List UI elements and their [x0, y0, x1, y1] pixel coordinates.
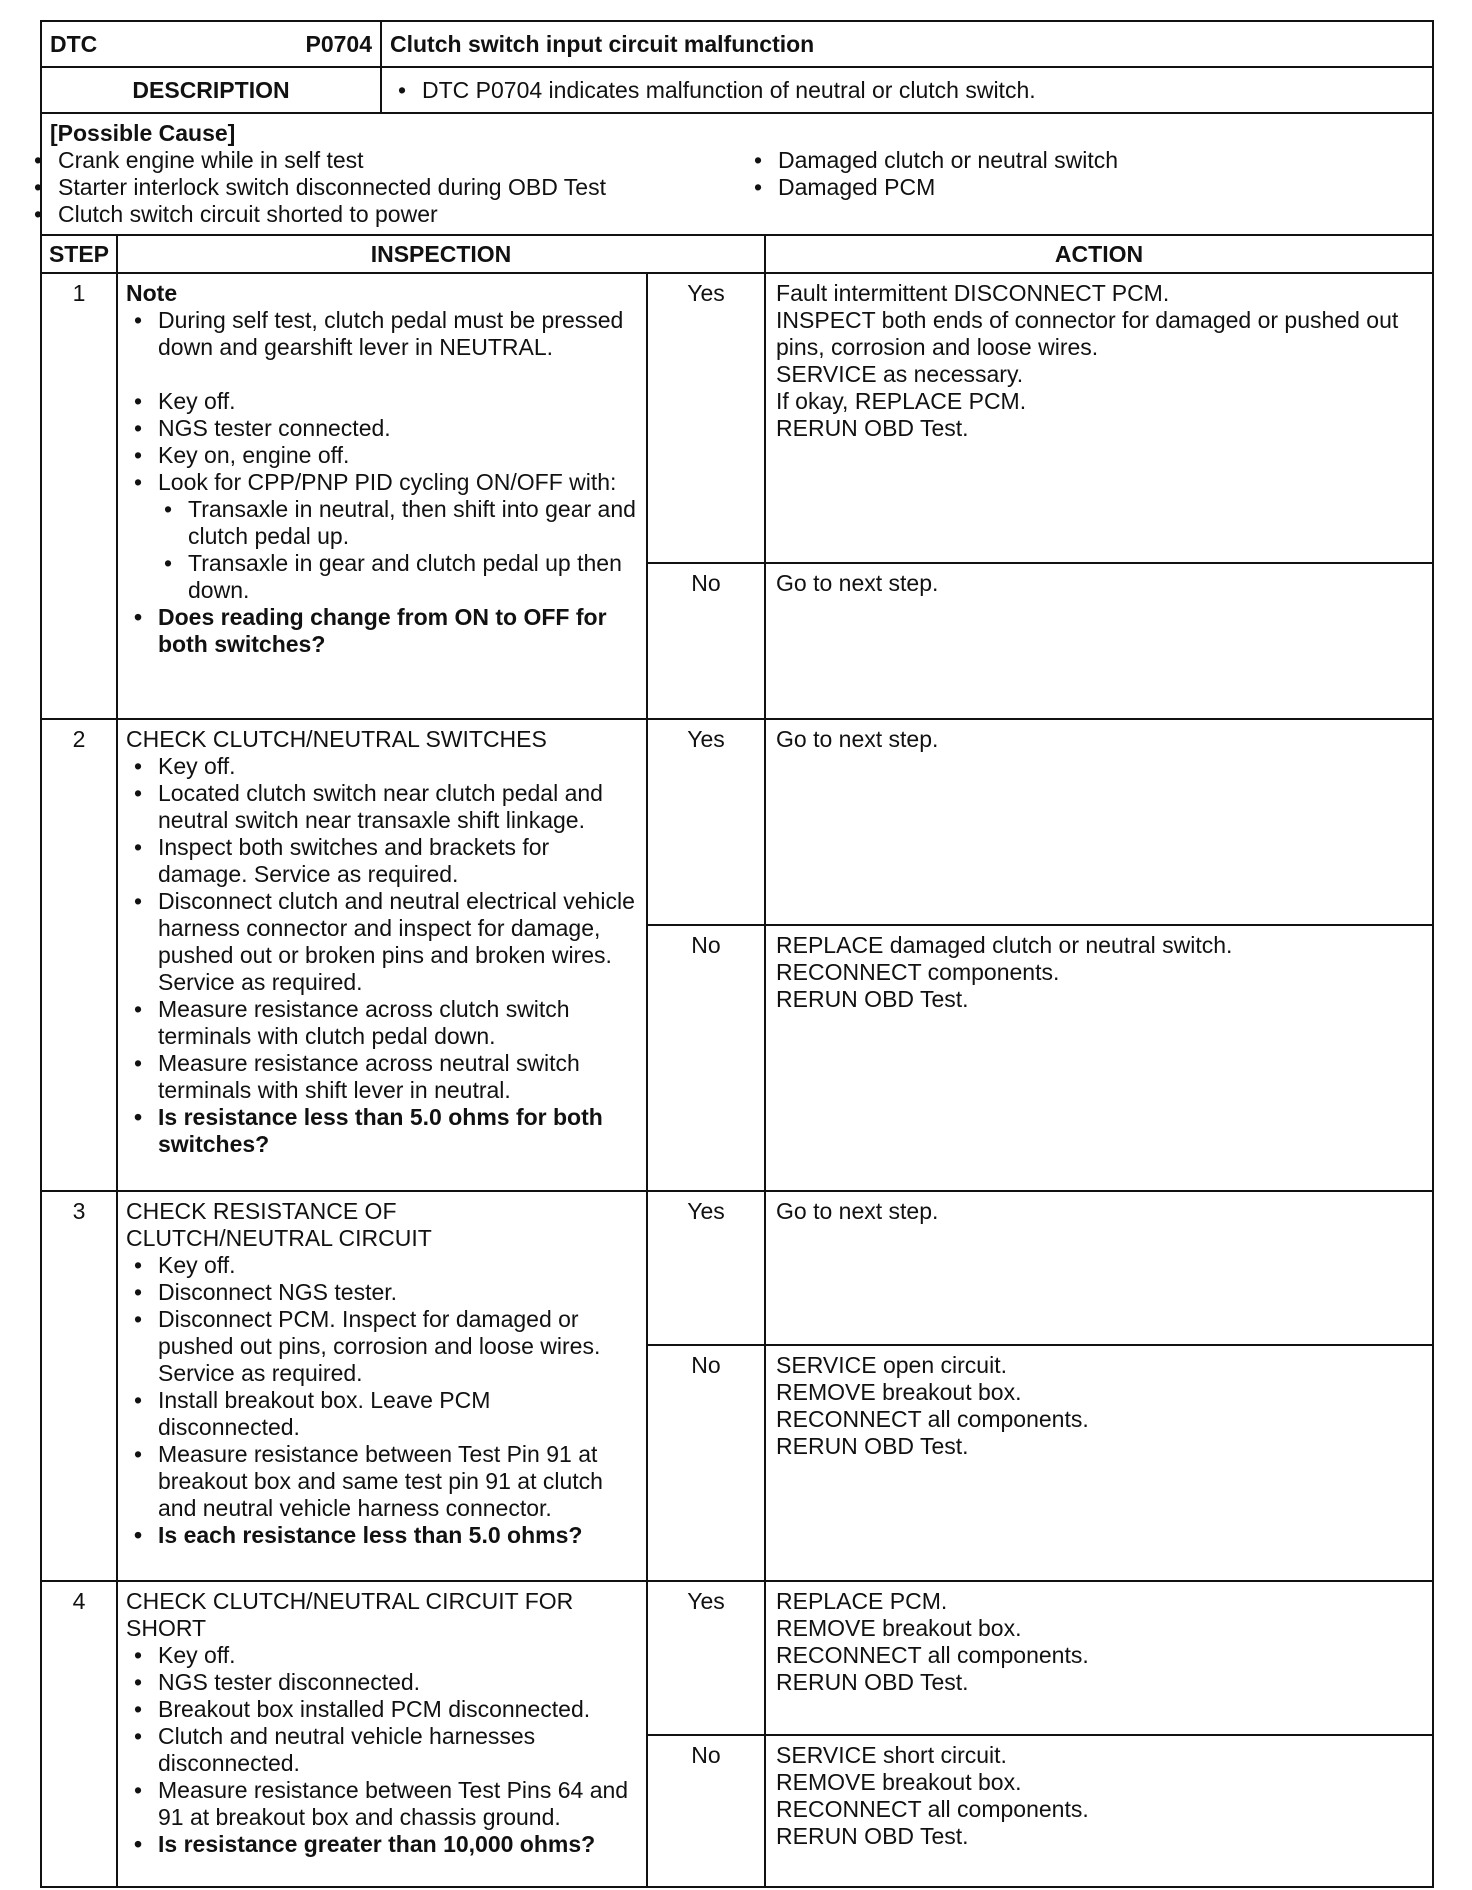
action-line: RERUN OBD Test. [776, 415, 969, 441]
step-bullet: • Inspect both switches and brackets for damage. Service as required. [126, 834, 638, 888]
cause-item: • Crank engine while in self test [26, 147, 770, 174]
steps-table [40, 234, 1434, 1888]
step-number: 2 [41, 719, 117, 1191]
action-line: RECONNECT all components. [776, 1642, 1089, 1668]
step-bullet: • Disconnect NGS tester. [126, 1279, 638, 1306]
inspection-column-header: INSPECTION [117, 235, 765, 273]
step-title: Note [126, 280, 178, 306]
no-label: No [647, 925, 765, 1191]
step-inspection [117, 1581, 647, 1887]
action-line: RERUN OBD Test. [776, 986, 969, 1012]
step-sub-bullet: • Transaxle in gear and clutch pedal up then down. [156, 550, 638, 604]
step-bullet: • Located clutch switch near clutch pedal and neutral switch near transaxle shift linkage. [126, 780, 638, 834]
step-bullet: • Measure resistance between Test Pins 64 and 91 at breakout box and chassis ground. [126, 1777, 638, 1831]
description-cell [381, 67, 1433, 113]
yes-label: Yes [647, 719, 765, 925]
action-line: Go to next step. [776, 1198, 939, 1224]
cause-item: • Clutch switch circuit shorted to power [26, 201, 770, 228]
yes-action [765, 273, 1433, 563]
step-bullet: • Measure resistance across neutral switch terminals with shift lever in neutral. [126, 1050, 638, 1104]
action-line: SERVICE short circuit. [776, 1742, 1007, 1768]
action-line: REPLACE damaged clutch or neutral switch. [776, 932, 1233, 958]
description-label: DESCRIPTION [41, 67, 381, 113]
action-line: REMOVE breakout box. [776, 1615, 1022, 1641]
step-bullet: • Breakout box installed PCM disconnected. [126, 1696, 638, 1723]
step-bullet: • Key on, engine off. [126, 442, 638, 469]
step-title: CHECK CLUTCH/NEUTRAL CIRCUIT FOR SHORT [126, 1588, 574, 1641]
step-bullet: • Clutch and neutral vehicle harnesses disconnected. [126, 1723, 638, 1777]
step-bullet: • Look for CPP/PNP PID cycling ON/OFF with: [126, 469, 638, 496]
step-bullet: • Key off. [126, 388, 638, 415]
step-bullet: • Measure resistance between Test Pin 91 at breakout box and same test pin 91 at clutch and neutral vehicle harness connector. [126, 1441, 638, 1522]
description-text: • DTC P0704 indicates malfunction of neutral or clutch switch. [390, 77, 1424, 104]
action-line: Go to next step. [776, 570, 939, 596]
step-title: CHECK RESISTANCE OF CLUTCH/NEUTRAL CIRCUIT [126, 1198, 432, 1251]
step-number: 4 [41, 1581, 117, 1887]
no-action [765, 1345, 1433, 1581]
no-label: No [647, 1345, 765, 1581]
diagnostic-document [40, 20, 1434, 1888]
no-action [765, 1735, 1433, 1887]
step-question: • Is resistance greater than 10,000 ohms? [126, 1831, 638, 1858]
action-line: SERVICE as necessary. [776, 361, 1024, 387]
step-bullet: • Key off. [126, 1252, 638, 1279]
step-column-header: STEP [41, 235, 117, 273]
step-number: 3 [41, 1191, 117, 1581]
action-line: RERUN OBD Test. [776, 1823, 969, 1849]
action-line: RERUN OBD Test. [776, 1433, 969, 1459]
yes-action [765, 719, 1433, 925]
yes-label: Yes [647, 1191, 765, 1345]
no-label: No [647, 1735, 765, 1887]
step-bullet: • NGS tester disconnected. [126, 1669, 638, 1696]
dtc-header-table [40, 20, 1434, 236]
action-line: RERUN OBD Test. [776, 1669, 969, 1695]
action-column-header: ACTION [765, 235, 1433, 273]
step-bullet: • NGS tester connected. [126, 415, 638, 442]
step-bullet: • Measure resistance across clutch switch terminals with clutch pedal down. [126, 996, 638, 1050]
action-line: If okay, REPLACE PCM. [776, 388, 1027, 414]
step-question: • Is each resistance less than 5.0 ohms? [126, 1522, 638, 1549]
action-line: INSPECT both ends of connector for damaged or pushed out pins, corrosion and loose wires. [776, 307, 1399, 360]
cause-item: • Damaged PCM [746, 174, 1424, 201]
yes-action [765, 1191, 1433, 1345]
possible-cause-label: [Possible Cause] [50, 120, 236, 146]
action-line: REMOVE breakout box. [776, 1379, 1022, 1405]
no-label: No [647, 563, 765, 719]
step-bullet: • Key off. [126, 1642, 638, 1669]
dtc-code: P0704 [305, 30, 372, 57]
dtc-code-cell [41, 21, 381, 67]
dtc-title: Clutch switch input circuit malfunction [381, 21, 1433, 67]
action-line: REMOVE breakout box. [776, 1769, 1022, 1795]
step-title: CHECK CLUTCH/NEUTRAL SWITCHES [126, 726, 547, 752]
step-question: • Does reading change from ON to OFF for both switches? [126, 604, 638, 658]
action-line: Go to next step. [776, 726, 939, 752]
action-line: Fault intermittent DISCONNECT PCM. [776, 280, 1170, 306]
step-bullet: • Install breakout box. Leave PCM disconnected. [126, 1387, 638, 1441]
possible-cause-cell [41, 113, 1433, 235]
step-inspection [117, 719, 647, 1191]
step-sub-bullet: • Transaxle in neutral, then shift into gear and clutch pedal up. [156, 496, 638, 550]
action-line: RECONNECT components. [776, 959, 1060, 985]
action-line: RECONNECT all components. [776, 1796, 1089, 1822]
note-bullet: • During self test, clutch pedal must be pressed down and gearshift lever in NEUTRAL. [126, 307, 638, 361]
step-inspection [117, 1191, 647, 1581]
no-action [765, 563, 1433, 719]
yes-label: Yes [647, 1581, 765, 1735]
cause-item: • Damaged clutch or neutral switch [746, 147, 1424, 174]
action-line: RECONNECT all components. [776, 1406, 1089, 1432]
step-number: 1 [41, 273, 117, 719]
possible-cause-list-right [746, 147, 1424, 201]
yes-action [765, 1581, 1433, 1735]
action-line: SERVICE open circuit. [776, 1352, 1007, 1378]
action-line: REPLACE PCM. [776, 1588, 948, 1614]
step-bullet: • Disconnect PCM. Inspect for damaged or pushed out pins, corrosion and loose wires. Service as required. [126, 1306, 638, 1387]
dtc-label: DTC [50, 30, 98, 57]
step-bullet: • Disconnect clutch and neutral electrical vehicle harness connector and inspect for damage, pushed out or broken pins and broken wires. Service as required. [126, 888, 638, 996]
cause-item: • Starter interlock switch disconnected during OBD Test [26, 174, 770, 201]
step-bullet: • Key off. [126, 753, 638, 780]
step-question: • Is resistance less than 5.0 ohms for both switches? [126, 1104, 638, 1158]
yes-label: Yes [647, 273, 765, 563]
no-action [765, 925, 1433, 1191]
possible-cause-list-left [26, 147, 770, 228]
step-inspection [117, 273, 647, 719]
